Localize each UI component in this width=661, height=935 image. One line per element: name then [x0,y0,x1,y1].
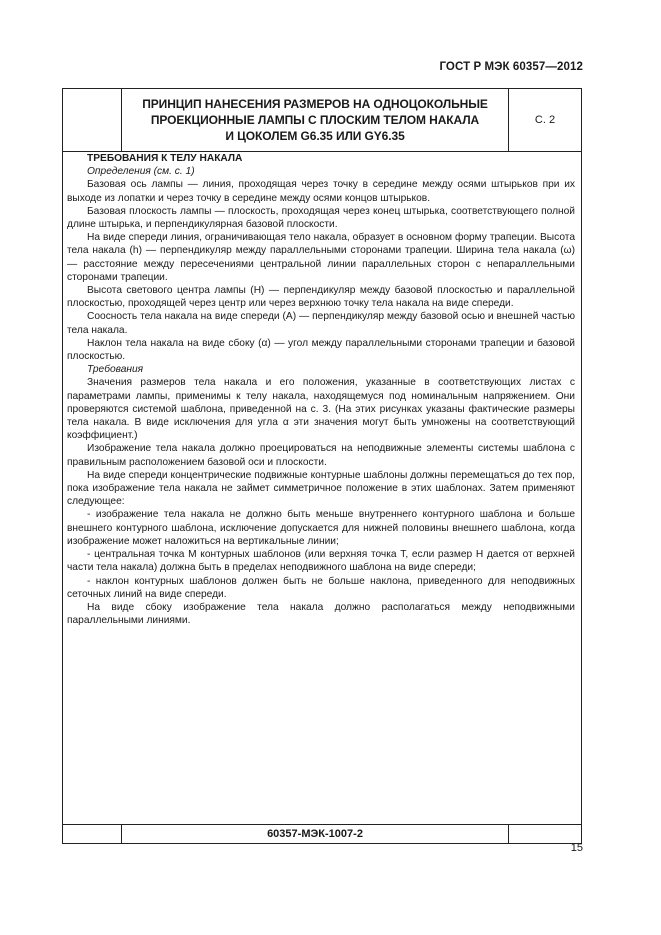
standard-code: ГОСТ Р МЭК 60357—2012 [439,61,583,73]
subsection-heading: Требования [87,364,144,376]
paragraph: Значения размеров тела накала и его положения, указанные в соответствующих листах с параметрами лампы, применимы к телу накала, находящемуся под номинальным напряжением. Они проверяются системой шаблона, приведенной на с. 3. (На этих рисунках указаны фактические размеры тела накала. В виде исключения для угла α эти значения могут быть умножены на соответствующий коэффициент.) [67,377,575,442]
paragraph: Наклон тела накала на виде сбоку (α) — угол между параллельными сторонами трапеции и базовой плоскостью. [67,337,575,363]
document-title [121,89,509,151]
list-item: - изображение тела накала не должно быть меньше внутреннего контурного шаблона и больше внешнего контурного шаблона, исключение допускается для нижней половины внешнего шаблона, когда изображение может наложиться на вертикальные линии; [67,509,575,547]
document-frame [62,88,582,844]
page-reference: С. 2 [534,114,556,126]
footer-row [63,824,581,843]
paragraph: Базовая ось лампы — линия, проходящая через точку в середине между осями штырьков при их выходе из лопатки и через точку в середине между осями концов штырьков. [67,179,575,204]
title-line-1: ПРИНЦИП НАНЕСЕНИЯ РАЗМЕРОВ НА ОДНОЦОКОЛЬНЫЕ [142,97,488,111]
footer-code: 60357-МЭК-1007-2 [121,825,509,843]
title-line-3: И ЦОКОЛЕМ G6.35 ИЛИ GY6.35 [225,129,405,143]
title-line-2: ПРОЕКЦИОННЫЕ ЛАМПЫ С ПЛОСКИМ ТЕЛОМ НАКАЛА [150,113,480,127]
subsection-heading: Определения (см. с. 1) [87,166,195,178]
paragraph: На виде сбоку изображение тела накала должно располагаться между неподвижными параллельными линиями. [67,601,575,627]
document-body [67,152,575,627]
paragraph: На виде спереди концентрические подвижные контурные шаблоны должны перемещаться до тех пор, пока изображение тела накала не займет симметричное положение в этих шаблонах. Затем применяют следующее: [67,469,575,508]
list-item: - центральная точка M контурных шаблонов (или верхняя точка T, если размер H дается от верхней части тела накала) должна быть в пределах неподвижного шаблона на виде спереди; [67,549,575,574]
section-heading: ТРЕБОВАНИЯ К ТЕЛУ НАКАЛА [87,153,243,164]
page-number: 15 [570,842,583,854]
paragraph: Соосность тела накала на виде спереди (A) — перпендикуляр между базовой осью и внешней частью тела накала. [67,311,575,336]
paragraph: На виде спереди линия, ограничивающая тело накала, образует в основном форму трапеции. Высота тела накала (h) — перпендикуляр между параллельными сторонами трапеции. Ширина тела накала (ω) — расстояние между пересечениями центральной линии параллельных сторон с непараллельными сторонами трапеции. [67,232,575,283]
paragraph: Изображение тела накала должно проецироваться на неподвижные элементы системы шаблона с правильным расположением базовой оси и плоскости. [67,443,575,468]
paragraph: Высота светового центра лампы (H) — перпендикуляр между базовой плоскостью и параллельной плоскостью, проходящей через центр или через верхнюю точку тела накала на виде спереди. [67,285,575,310]
list-item: - наклон контурных шаблонов должен быть не больше наклона, приведенного для неподвижных сеточных линий на виде спереди. [67,575,575,600]
paragraph: Базовая плоскость лампы — плоскость, проходящая через конец штырька, соответствующего полной длине штырька, и перпендикулярная базовой плоскости. [67,205,575,231]
header-row [63,89,581,152]
